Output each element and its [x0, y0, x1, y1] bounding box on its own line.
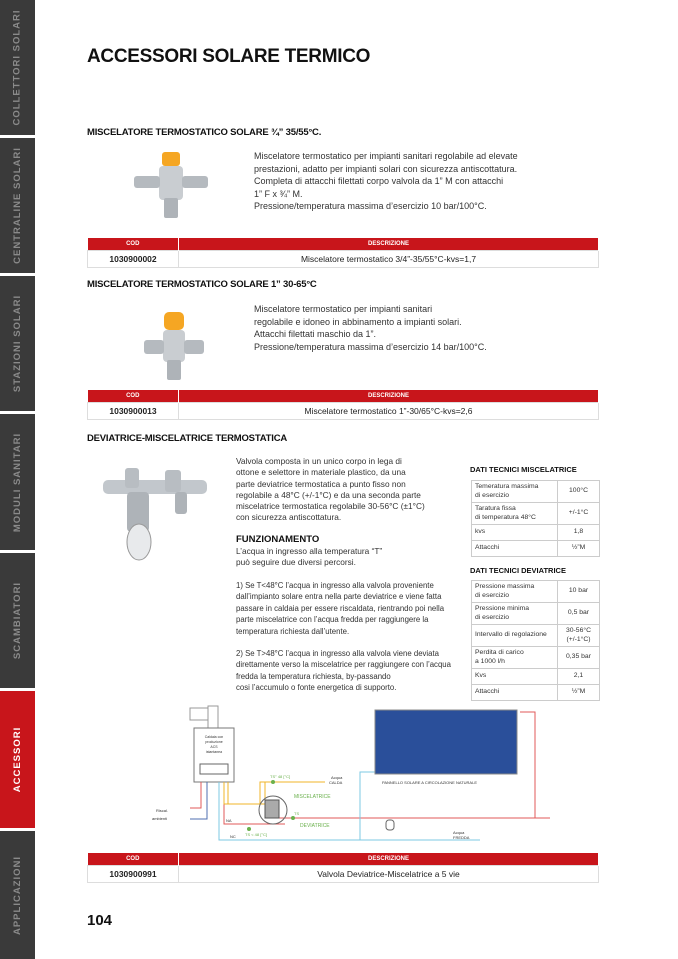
diagram-label: NA	[226, 818, 232, 823]
thermostatic-mixer-image	[142, 310, 206, 382]
tech-row	[472, 685, 600, 701]
tech-key-line: Taratura fissa	[475, 505, 516, 512]
page-number: 104	[87, 912, 113, 929]
column-header-descrizione: DESCRIZIONE	[179, 853, 599, 865]
tech-row	[472, 503, 600, 525]
tech-key-line: kvs	[475, 528, 486, 536]
description-line: passare in caldaia per essere riscaldata, rientrando poi nella	[236, 603, 445, 613]
tech-key	[472, 603, 558, 625]
tech-value	[558, 481, 600, 503]
tech-key	[472, 503, 558, 525]
page-title: ACCESSORI SOLARE TERMICO	[87, 46, 371, 67]
sidebar-item-collettori-solari[interactable]	[0, 0, 35, 135]
tech-value	[558, 503, 600, 525]
diagram-label: ACS	[210, 745, 218, 749]
description-line: dall’impianto solare entra nella parte deviatrice e viene fatta	[236, 592, 442, 602]
tech-value	[558, 581, 600, 603]
tech-key	[472, 647, 558, 669]
diagram-label: CALDA	[329, 780, 343, 785]
diagram-label: istantanea	[205, 750, 223, 754]
section-heading: FUNZIONAMENTO	[236, 534, 320, 545]
tech-value-line: 0,5 bar	[567, 609, 590, 617]
tech-row	[472, 581, 600, 603]
product-code-table	[87, 390, 599, 420]
description-line: cosi l’accumulo o fonte energetica di supporto.	[236, 683, 397, 693]
tech-key	[472, 525, 558, 541]
tech-row	[472, 603, 600, 625]
description-line: fredda la temperatura richiesta, by-passando	[236, 671, 391, 681]
column-header-descrizione: DESCRIZIONE	[179, 238, 599, 250]
tech-value-line: 30-56°C	[565, 627, 591, 634]
tech-value	[558, 685, 600, 701]
description-line: L’acqua in ingresso alla temperatura “T”	[236, 546, 383, 556]
diagram-label: MISCELATRICE	[294, 794, 331, 800]
description-line: 1” F x ¾” M.	[254, 188, 303, 199]
sidebar-item-label: STAZIONI SOLARI	[12, 294, 23, 393]
tech-row	[472, 525, 600, 541]
sidebar-item-applicazioni[interactable]	[0, 831, 35, 959]
tech-key-line: di esercizio	[475, 491, 509, 499]
description-line: parte miscelatrice con l’acqua fredda per raggiungere la	[236, 615, 429, 625]
description-line: regolabile e idoneo in abbinamento a impianti solari.	[254, 316, 462, 327]
column-header-cod: COD	[88, 238, 179, 250]
tech-table-miscelatrice	[471, 480, 600, 557]
description-line: parte deviatrice termostatica a punto fisso non	[236, 478, 406, 489]
description-line: temperatura richiesta dall’utente.	[236, 626, 350, 636]
tech-value-line: ½”M	[571, 544, 586, 552]
product-title: MISCELATORE TERMOSTATICO SOLARE 1” 30-65°C	[87, 279, 317, 290]
tech-value-line: 0,35 bar	[566, 653, 591, 661]
tech-value	[558, 603, 600, 625]
tech-row	[472, 481, 600, 503]
diagram-label: Acqua	[331, 775, 343, 780]
description-line: con sicurezza antiscottatura.	[236, 512, 342, 523]
product-code: 1030900002	[88, 250, 179, 267]
product-description: Miscelatore termostatico 1”-30/65°C-kvs=2,6	[179, 402, 599, 419]
description-line: può seguire due diversi percorsi.	[236, 557, 356, 568]
tech-key-line: Pressione minima	[475, 605, 530, 612]
column-header-cod: COD	[88, 390, 179, 402]
solar-panel	[375, 710, 517, 774]
tech-key-line: Attacchi	[475, 544, 500, 552]
column-header-descrizione: DESCRIZIONE	[179, 390, 599, 402]
tech-value-line: 2,1	[573, 672, 584, 680]
diagram-label: FREDDA	[453, 835, 470, 840]
description-line: direttamente verso la miscelatrice per raggiungere con l’acqua	[236, 660, 451, 670]
sidebar-item-moduli-sanitari[interactable]	[0, 414, 35, 550]
tech-value	[558, 669, 600, 685]
description-line: Miscelatore termostatico per impianti sanitari regolabile ad elevate	[254, 151, 518, 161]
tech-key	[472, 685, 558, 701]
tech-key	[472, 625, 558, 647]
diagram-label: PANNELLO SOLARE A CIRCOLAZIONE NATURALE	[382, 780, 477, 785]
description-line: Pressione/temperatura massima d’esercizio 14 bar/100°C.	[254, 341, 487, 352]
description-line: Valvola composta in un unico corpo in lega di	[236, 456, 402, 466]
flue-icon	[190, 708, 208, 720]
tech-value	[558, 541, 600, 557]
table-row	[88, 865, 599, 882]
sidebar-item-label: MODULI SANITARI	[12, 432, 24, 532]
description-line: 2) Se T>48°C l’acqua in ingresso alla valvola viene deviata	[236, 649, 439, 658]
description-line: regolabile a 48°C (+/-1°C) e da una seconda parte	[236, 489, 421, 500]
diagram-label: produzione	[205, 740, 223, 744]
tech-value-line: 10 bar	[568, 587, 589, 595]
diagram-label: Acqua	[453, 830, 465, 835]
sidebar-item-label: ACCESSORI	[12, 726, 24, 793]
product-title: DEVIATRICE-MISCELATRICE TERMOSTATICA	[87, 433, 288, 444]
table-row	[88, 402, 599, 419]
diagram-label: DEVIATRICE	[300, 823, 330, 829]
product-code-table	[87, 853, 599, 883]
column-header-cod: COD	[88, 853, 179, 865]
tech-key-line: Kvs	[475, 672, 487, 680]
tech-value	[558, 625, 600, 647]
product-description: Miscelatore termostatico 3/4”-35/55°C-kvs=1,7	[179, 250, 599, 267]
tech-value	[558, 525, 600, 541]
svg-text:MISCELATRICEDEVIATRICE	[294, 794, 331, 829]
sidebar-item-label: COLLETTORI SOLARI	[12, 9, 24, 126]
tech-key-line: Perdita di carico	[475, 649, 524, 656]
tech-key	[472, 481, 558, 503]
diagram-label: Riscal.	[156, 808, 169, 813]
sidebar-item-label: SCAMBIATORI	[12, 581, 23, 660]
product-title: MISCELATORE TERMOSTATICO SOLARE ¾” 35/55°C.	[87, 127, 322, 138]
tech-key	[472, 669, 558, 685]
tech-key-line: Attacchi	[475, 688, 500, 696]
product-code: 1030900991	[88, 865, 179, 882]
tech-table-title: DATI TECNICI MISCELATRICE	[470, 465, 577, 474]
tech-key-line: Temeratura massima	[475, 483, 539, 490]
tech-value-line: 100°C	[569, 487, 588, 495]
tech-key-line: di temperatura 48°C	[475, 513, 536, 521]
description-line: Attacchi filettati maschio da 1”.	[254, 329, 377, 340]
tech-key	[472, 541, 558, 557]
sidebar-item-label: APPLICAZIONI	[12, 855, 23, 935]
diagram-label: ambienti	[152, 816, 168, 821]
description-line: prestazioni, adatto per impianti solari con sicurezza antiscottatura.	[254, 163, 518, 174]
product-code: 1030900013	[88, 402, 179, 419]
description-line: Completa di attacchi filettati corpo valvola da 1” M con attacchi	[254, 176, 504, 187]
tech-row	[472, 669, 600, 685]
product-code-table	[87, 238, 599, 268]
tech-key-line: Intervallo di regolazione	[475, 631, 547, 639]
description-line: 1) Se T<48°C l’acqua in ingresso alla valvola proveniente	[236, 581, 434, 590]
tech-row	[472, 625, 600, 647]
diverter-mixer-valve-image	[95, 462, 215, 562]
tech-value	[558, 647, 600, 669]
diagram-label: NC	[230, 834, 236, 839]
sidebar-item-label: CENTRALINE SOLARI	[12, 147, 23, 264]
product-description: Valvola Deviatrice-Miscelatrice a 5 vie	[179, 865, 599, 882]
description-line: Miscelatore termostatico per impianti sanitari	[254, 304, 433, 314]
tech-table-deviatrice	[471, 580, 600, 701]
diagram-label: TS < 48 [°C]	[245, 832, 267, 837]
tech-value-line: ½”M	[571, 688, 586, 696]
table-row	[88, 250, 599, 267]
description-line: miscelatrice termostatica regolabile 30-56°C (±1°C)	[236, 501, 425, 512]
tech-key-line: a 1000 l/h	[475, 657, 505, 665]
description-line: ottone e selettore in materiale plastico, da una	[236, 467, 406, 478]
tech-value-line: +/-1°C	[568, 509, 589, 517]
tech-key-line: di esercizio	[475, 591, 509, 599]
tech-key	[472, 581, 558, 603]
tech-value-line: 1,8	[573, 528, 584, 536]
tech-row	[472, 541, 600, 557]
tech-key-line: di esercizio	[475, 613, 509, 621]
diagram-label: Caldaia con	[204, 735, 224, 739]
sidebar-item-accessori[interactable]	[0, 691, 35, 828]
sidebar-item-centraline-solari[interactable]	[0, 138, 35, 273]
installation-diagram	[150, 702, 550, 848]
sidebar-item-stazioni-solari[interactable]	[0, 276, 35, 411]
tech-table-title: DATI TECNICI DEVIATRICE	[470, 566, 566, 575]
tech-value-line: (+/-1°C)	[566, 635, 591, 643]
sidebar-item-scambiatori[interactable]	[0, 553, 35, 688]
diagram-label: TS	[294, 811, 300, 816]
thermostatic-mixer-image	[132, 150, 210, 222]
description-line: Pressione/temperatura massima d’esercizio 10 bar/100°C.	[254, 201, 487, 212]
diagram-label: TS° 48 [°C]	[270, 774, 291, 779]
tech-key-line: Pressione massima	[475, 583, 535, 590]
tech-row	[472, 647, 600, 669]
